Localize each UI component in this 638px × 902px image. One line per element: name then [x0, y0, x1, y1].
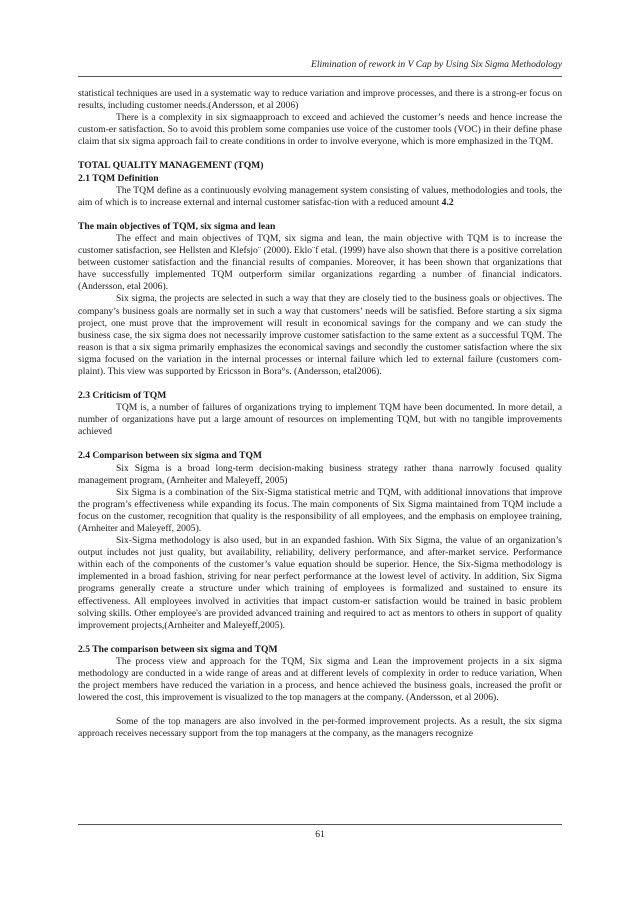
section-heading: TOTAL QUALITY MANAGEMENT (TQM)	[78, 160, 264, 172]
spacer	[78, 148, 562, 160]
paragraph: Six Sigma is a combination of the Six-Sigma statistical metric and TQM, with additional innovations that improve the program’s effectiveness while expanding its focus. The main components of Six Sigma maintained from TQM include a focus on the customer, recognition that quality is the responsibility of all employees, and the emphasis on employee training, (Arnheiter and Maleyeff, 2005).	[78, 486, 562, 534]
spacer	[78, 704, 562, 716]
paragraph: Some of the top managers are also involved in the per-formed improvement projects. As a result, the six sigma approach receives necessary support from the top managers at the company, as the managers recognize	[78, 716, 562, 740]
paragraph: Six Sigma is a broad long-term decision-making business strategy rather thana narrowly focused quality management program, (Arnheiter and Maleyeff, 2005)	[78, 462, 562, 486]
spacer	[78, 209, 562, 221]
bold-number: 4.2	[441, 196, 454, 208]
paragraph: The process view and approach for the TQM, Six sigma and Lean the improvement projects in a six sigma methodology are conducted in a wide range of areas and at different levels of complexity in order to reduce variation, When the project members have reduced the variation in a process, and hence achieved the business goals, increased the profit or lowered the cost, this improvement is visualized to the top managers at the company. (Andersson, et al 2006).	[78, 655, 562, 704]
spacer	[78, 632, 562, 644]
page-number: 61	[315, 829, 325, 840]
paragraph: The effect and main objectives of TQM, six sigma and lean, the main objective with TQM is to increase the customer satisfaction, see Hellsten and Klefsjo¨ (2000). Eklo¨f etal. (1999) have also shown that there is a positive correlation between customer satisfaction and the financial results of companies. Moreover, it has been shown that organizations that have successfully implemented TQM outperform similar organizations regarding a number of financial indicators.(Andersson, etal 2006).	[78, 232, 562, 293]
section-heading: 2.5 The comparison between six sigma and TQM	[78, 643, 278, 655]
paragraph: There is a complexity in six sigmaapproach to exceed and achieved the customer’s needs and hence increase the custom-er satisfaction. So to avoid this problem some companies use voice of the customer tools (VOC) in their define phase claim that six sigma approach fail to create conditions in order to involve everyone, which is more emphasized in the TQM.	[78, 112, 562, 148]
paragraph: Six-Sigma methodology is also used, but in an expanded fashion. With Six Sigma, the value of an organization’s output includes not just quality, but availability, reliability, delivery performance, and after-market service. Performance within each of the components of the customer’s value equation should be superior. Hence, the Six-Sigma methodology is implemented in a broad fashion, striving for near perfect performance at the lowest level of activity. In addition, Six Sigma programs generally create a structure under which training of employees is formalized and sustained to ensure its effectiveness. All employees involved in activities that impact custom-er satisfaction would be trained in basic problem solving skills. Other employee's are provided advanced training and required to act as mentors to others in support of quality improvement projects,(Arnheiter and Maleyeff,2005).	[78, 535, 562, 631]
spacer	[78, 378, 562, 390]
running-header: Elimination of rework in V Cap by Using Six Sigma Methodology	[310, 59, 562, 70]
section-heading: 2.1 TQM Definition	[78, 172, 159, 184]
footer-rule	[78, 824, 562, 825]
section-heading: 2.4 Comparison between six sigma and TQM	[78, 450, 262, 462]
paragraph	[78, 185, 562, 209]
paragraph: Six sigma, the projects are selected in such a way that they are closely tied to the business goals or objectives. The company’s business goals are normally set in such a way that customers’ needs will be satisfied. Before starting a six sigma project, one must prove that the improvement will result in economical savings for the company and we can study the business case, the six sigma does not necessarily improve customer satisfaction to the same extent as a successful TQM. The reason is that a six sigma primarily emphasizes the economical savings and secondly the customer satisfaction where the six sigma focused on the variation in the internal processes or internal failure which led to external failure (customers com-plaint). This view was supported by Ericsson in Bora°s. (Andersson, etal2006).	[78, 293, 562, 377]
body-text	[78, 88, 562, 741]
spacer	[78, 438, 562, 450]
section-heading: 2.3 Criticism of TQM	[78, 390, 167, 402]
paragraph: statistical techniques are used in a systematic way to reduce variation and improve processes, and there is a strong-er focus on results, including customer needs.(Andersson, et al 2006)	[78, 88, 562, 112]
paragraph: TQM is, a number of failures of organizations trying to implement TQM have been documented. In more detail, a number of organizations have put a large amount of resources on implementing TQM, but with no tangible improvements achieved	[78, 402, 562, 438]
header-rule	[78, 76, 562, 77]
paragraph-text: The TQM define as a continuously evolving management system consisting of values, methodologies and tools, the aim of which is to increase external and internal customer satisfac-tion with a reduced amount	[78, 184, 562, 208]
section-heading: The main objectives of TQM, six sigma and lean	[78, 220, 276, 232]
